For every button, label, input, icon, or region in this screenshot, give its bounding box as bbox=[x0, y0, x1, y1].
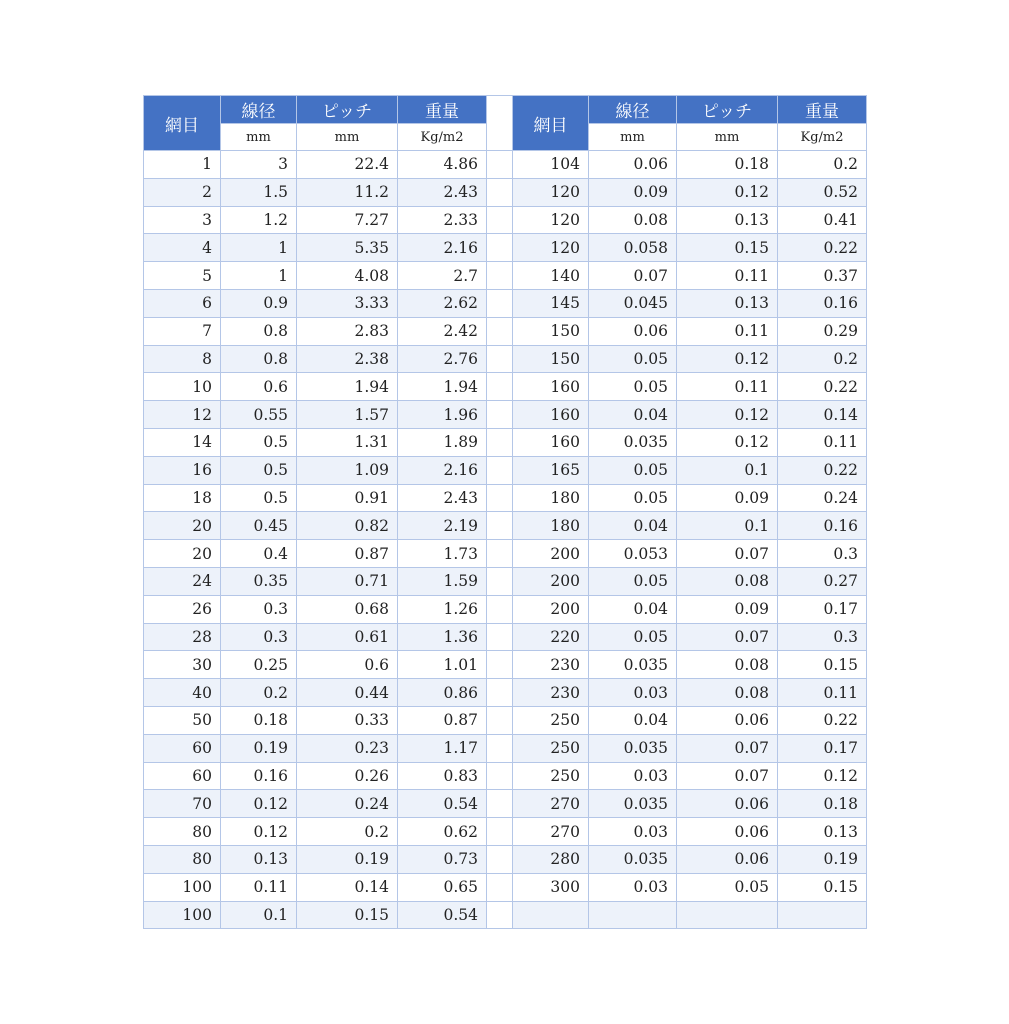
wire-cell: 0.035 bbox=[589, 845, 677, 873]
table-row bbox=[144, 762, 867, 790]
pitch-cell: 0.13 bbox=[677, 206, 778, 234]
pitch-cell: 0.82 bbox=[297, 512, 398, 540]
wire-cell: 0.035 bbox=[589, 428, 677, 456]
weight-cell: 0.62 bbox=[398, 818, 487, 846]
weight-cell: 0.14 bbox=[778, 401, 867, 429]
weight-cell: 0.11 bbox=[778, 679, 867, 707]
column-spacer bbox=[487, 734, 513, 762]
mesh-cell: 180 bbox=[513, 484, 589, 512]
wire-cell: 0.05 bbox=[589, 484, 677, 512]
pitch-cell: 2.83 bbox=[297, 317, 398, 345]
mesh-cell: 280 bbox=[513, 845, 589, 873]
pitch-cell: 0.15 bbox=[677, 234, 778, 262]
mesh-cell: 270 bbox=[513, 818, 589, 846]
wire-cell: 0.05 bbox=[589, 373, 677, 401]
table-row bbox=[144, 262, 867, 290]
pitch-cell: 0.06 bbox=[677, 845, 778, 873]
column-spacer bbox=[487, 873, 513, 901]
table-row bbox=[144, 289, 867, 317]
mesh-header-left: 網目 bbox=[144, 96, 221, 151]
mesh-cell: 30 bbox=[144, 651, 221, 679]
pitch-header-left: ピッチ bbox=[297, 96, 398, 124]
weight-cell: 0.19 bbox=[778, 845, 867, 873]
pitch-cell: 1.31 bbox=[297, 428, 398, 456]
mesh-cell: 70 bbox=[144, 790, 221, 818]
weight-cell: 0.87 bbox=[398, 706, 487, 734]
weight-cell: 0.18 bbox=[778, 790, 867, 818]
mesh-cell: 120 bbox=[513, 178, 589, 206]
mesh-cell: 50 bbox=[144, 706, 221, 734]
column-spacer bbox=[487, 262, 513, 290]
pitch-cell: 1.94 bbox=[297, 373, 398, 401]
wire-cell: 0.5 bbox=[221, 484, 297, 512]
pitch-cell: 0.71 bbox=[297, 567, 398, 595]
weight-cell: 1.17 bbox=[398, 734, 487, 762]
mesh-cell: 230 bbox=[513, 651, 589, 679]
weight-cell: 0.3 bbox=[778, 540, 867, 568]
pitch-cell: 2.38 bbox=[297, 345, 398, 373]
mesh-cell: 100 bbox=[144, 901, 221, 929]
wire-cell: 0.06 bbox=[589, 151, 677, 179]
column-spacer bbox=[487, 456, 513, 484]
weight-cell: 0.3 bbox=[778, 623, 867, 651]
column-spacer bbox=[487, 901, 513, 929]
weight-cell: 0.16 bbox=[778, 512, 867, 540]
table-row bbox=[144, 679, 867, 707]
mesh-cell: 24 bbox=[144, 567, 221, 595]
pitch-cell: 5.35 bbox=[297, 234, 398, 262]
wire-cell: 0.8 bbox=[221, 345, 297, 373]
pitch-cell: 0.2 bbox=[297, 818, 398, 846]
mesh-cell: 60 bbox=[144, 762, 221, 790]
wire-cell: 0.08 bbox=[589, 206, 677, 234]
weight-cell: 0.37 bbox=[778, 262, 867, 290]
weight-cell: 2.76 bbox=[398, 345, 487, 373]
column-spacer bbox=[487, 540, 513, 568]
wire-cell: 0.16 bbox=[221, 762, 297, 790]
weight-cell: 1.89 bbox=[398, 428, 487, 456]
weight-cell: 0.22 bbox=[778, 456, 867, 484]
weight-cell: 0.24 bbox=[778, 484, 867, 512]
weight-cell: 0.22 bbox=[778, 373, 867, 401]
wire-cell: 0.07 bbox=[589, 262, 677, 290]
column-spacer bbox=[487, 234, 513, 262]
mesh-cell: 300 bbox=[513, 873, 589, 901]
wire-cell: 0.035 bbox=[589, 734, 677, 762]
table-row bbox=[144, 706, 867, 734]
mesh-cell: 180 bbox=[513, 512, 589, 540]
table-row bbox=[144, 345, 867, 373]
wire-cell: 1.5 bbox=[221, 178, 297, 206]
pitch-cell: 7.27 bbox=[297, 206, 398, 234]
column-spacer bbox=[487, 706, 513, 734]
wire-cell: 0.3 bbox=[221, 623, 297, 651]
weight-cell: 2.16 bbox=[398, 456, 487, 484]
weight-cell: 1.96 bbox=[398, 401, 487, 429]
pitch-cell bbox=[677, 901, 778, 929]
mesh-cell: 120 bbox=[513, 206, 589, 234]
pitch-cell: 4.08 bbox=[297, 262, 398, 290]
table-row bbox=[144, 206, 867, 234]
wire-cell: 0.45 bbox=[221, 512, 297, 540]
wire-header-right: 線径 bbox=[589, 96, 677, 124]
pitch-cell: 0.06 bbox=[677, 706, 778, 734]
pitch-cell: 0.26 bbox=[297, 762, 398, 790]
weight-cell: 0.54 bbox=[398, 901, 487, 929]
weight-cell: 2.19 bbox=[398, 512, 487, 540]
weight-cell: 0.29 bbox=[778, 317, 867, 345]
pitch-cell: 0.06 bbox=[677, 790, 778, 818]
column-spacer bbox=[487, 845, 513, 873]
weight-cell: 1.73 bbox=[398, 540, 487, 568]
table-row bbox=[144, 428, 867, 456]
mesh-cell: 40 bbox=[144, 679, 221, 707]
weight-cell: 1.01 bbox=[398, 651, 487, 679]
pitch-cell: 0.09 bbox=[677, 484, 778, 512]
table-row bbox=[144, 401, 867, 429]
weight-cell: 2.33 bbox=[398, 206, 487, 234]
wire-cell: 0.12 bbox=[221, 790, 297, 818]
weight-cell: 1.94 bbox=[398, 373, 487, 401]
wire-cell: 0.04 bbox=[589, 706, 677, 734]
pitch-cell: 0.15 bbox=[297, 901, 398, 929]
wire-cell: 1 bbox=[221, 234, 297, 262]
pitch-cell: 0.12 bbox=[677, 178, 778, 206]
table-row bbox=[144, 734, 867, 762]
mesh-cell: 150 bbox=[513, 317, 589, 345]
pitch-cell: 0.09 bbox=[677, 595, 778, 623]
wire-cell: 0.6 bbox=[221, 373, 297, 401]
weight-unit-right: Kg/m2 bbox=[778, 124, 867, 151]
wire-cell: 1 bbox=[221, 262, 297, 290]
weight-cell: 0.16 bbox=[778, 289, 867, 317]
mesh-cell: 270 bbox=[513, 790, 589, 818]
mesh-cell: 160 bbox=[513, 373, 589, 401]
pitch-cell: 0.1 bbox=[677, 512, 778, 540]
wire-cell: 0.053 bbox=[589, 540, 677, 568]
mesh-cell: 250 bbox=[513, 734, 589, 762]
pitch-cell: 11.2 bbox=[297, 178, 398, 206]
mesh-cell: 220 bbox=[513, 623, 589, 651]
wire-cell: 0.18 bbox=[221, 706, 297, 734]
mesh-cell: 28 bbox=[144, 623, 221, 651]
wire-cell: 0.2 bbox=[221, 679, 297, 707]
table-row bbox=[144, 845, 867, 873]
column-spacer bbox=[487, 428, 513, 456]
weight-cell: 2.62 bbox=[398, 289, 487, 317]
wire-cell: 1.2 bbox=[221, 206, 297, 234]
weight-cell: 0.27 bbox=[778, 567, 867, 595]
wire-cell: 0.03 bbox=[589, 818, 677, 846]
mesh-cell: 18 bbox=[144, 484, 221, 512]
table-row bbox=[144, 901, 867, 929]
pitch-cell: 0.08 bbox=[677, 651, 778, 679]
weight-cell: 0.17 bbox=[778, 595, 867, 623]
wire-cell: 0.05 bbox=[589, 623, 677, 651]
table-row bbox=[144, 623, 867, 651]
wire-cell: 0.5 bbox=[221, 428, 297, 456]
weight-cell bbox=[778, 901, 867, 929]
wire-cell: 0.03 bbox=[589, 679, 677, 707]
pitch-cell: 0.1 bbox=[677, 456, 778, 484]
weight-cell: 0.54 bbox=[398, 790, 487, 818]
wire-cell: 0.13 bbox=[221, 845, 297, 873]
column-spacer bbox=[487, 762, 513, 790]
column-spacer bbox=[487, 679, 513, 707]
wire-cell bbox=[589, 901, 677, 929]
wire-cell: 0.058 bbox=[589, 234, 677, 262]
wire-cell: 0.05 bbox=[589, 456, 677, 484]
mesh-cell: 150 bbox=[513, 345, 589, 373]
column-spacer bbox=[487, 567, 513, 595]
column-spacer bbox=[487, 623, 513, 651]
wire-cell: 0.03 bbox=[589, 762, 677, 790]
mesh-cell: 140 bbox=[513, 262, 589, 290]
wire-cell: 0.035 bbox=[589, 651, 677, 679]
pitch-cell: 1.09 bbox=[297, 456, 398, 484]
weight-cell: 2.42 bbox=[398, 317, 487, 345]
weight-cell: 1.59 bbox=[398, 567, 487, 595]
table-row bbox=[144, 373, 867, 401]
table-row bbox=[144, 790, 867, 818]
table-body bbox=[144, 151, 867, 929]
mesh-cell: 4 bbox=[144, 234, 221, 262]
mesh-spec-table bbox=[143, 95, 867, 929]
pitch-cell: 0.87 bbox=[297, 540, 398, 568]
wire-cell: 0.8 bbox=[221, 317, 297, 345]
mesh-cell: 14 bbox=[144, 428, 221, 456]
pitch-unit-left: mm bbox=[297, 124, 398, 151]
pitch-cell: 1.57 bbox=[297, 401, 398, 429]
mesh-cell: 145 bbox=[513, 289, 589, 317]
mesh-cell: 20 bbox=[144, 540, 221, 568]
column-spacer bbox=[487, 96, 513, 151]
wire-cell: 0.05 bbox=[589, 567, 677, 595]
weight-cell: 0.22 bbox=[778, 706, 867, 734]
pitch-cell: 0.68 bbox=[297, 595, 398, 623]
pitch-cell: 0.61 bbox=[297, 623, 398, 651]
mesh-cell: 80 bbox=[144, 818, 221, 846]
wire-cell: 0.19 bbox=[221, 734, 297, 762]
weight-cell: 0.52 bbox=[778, 178, 867, 206]
column-spacer bbox=[487, 151, 513, 179]
column-spacer bbox=[487, 790, 513, 818]
mesh-cell: 250 bbox=[513, 706, 589, 734]
pitch-unit-right: mm bbox=[677, 124, 778, 151]
weight-header-right: 重量 bbox=[778, 96, 867, 124]
column-spacer bbox=[487, 373, 513, 401]
weight-cell: 0.73 bbox=[398, 845, 487, 873]
pitch-cell: 0.07 bbox=[677, 540, 778, 568]
wire-cell: 0.1 bbox=[221, 901, 297, 929]
weight-cell: 1.26 bbox=[398, 595, 487, 623]
weight-cell: 0.2 bbox=[778, 345, 867, 373]
weight-unit-left: Kg/m2 bbox=[398, 124, 487, 151]
pitch-cell: 0.12 bbox=[677, 345, 778, 373]
weight-cell: 2.43 bbox=[398, 178, 487, 206]
mesh-cell: 16 bbox=[144, 456, 221, 484]
pitch-cell: 0.33 bbox=[297, 706, 398, 734]
mesh-cell: 7 bbox=[144, 317, 221, 345]
pitch-cell: 0.12 bbox=[677, 428, 778, 456]
pitch-cell: 0.11 bbox=[677, 373, 778, 401]
wire-cell: 0.03 bbox=[589, 873, 677, 901]
wire-cell: 0.9 bbox=[221, 289, 297, 317]
weight-header-left: 重量 bbox=[398, 96, 487, 124]
table-row bbox=[144, 151, 867, 179]
pitch-cell: 0.07 bbox=[677, 623, 778, 651]
wire-cell: 0.3 bbox=[221, 595, 297, 623]
wire-cell: 0.4 bbox=[221, 540, 297, 568]
mesh-header-right: 網目 bbox=[513, 96, 589, 151]
mesh-cell: 80 bbox=[144, 845, 221, 873]
mesh-cell: 2 bbox=[144, 178, 221, 206]
pitch-cell: 0.18 bbox=[677, 151, 778, 179]
mesh-cell: 3 bbox=[144, 206, 221, 234]
weight-cell: 0.12 bbox=[778, 762, 867, 790]
wire-cell: 0.09 bbox=[589, 178, 677, 206]
pitch-cell: 0.24 bbox=[297, 790, 398, 818]
mesh-cell: 160 bbox=[513, 401, 589, 429]
wire-cell: 0.04 bbox=[589, 512, 677, 540]
column-spacer bbox=[487, 651, 513, 679]
wire-cell: 0.05 bbox=[589, 345, 677, 373]
pitch-cell: 0.44 bbox=[297, 679, 398, 707]
weight-cell: 0.86 bbox=[398, 679, 487, 707]
pitch-cell: 0.06 bbox=[677, 818, 778, 846]
weight-cell: 0.65 bbox=[398, 873, 487, 901]
wire-cell: 0.25 bbox=[221, 651, 297, 679]
weight-cell: 4.86 bbox=[398, 151, 487, 179]
pitch-cell: 0.07 bbox=[677, 762, 778, 790]
pitch-cell: 0.07 bbox=[677, 734, 778, 762]
wire-cell: 0.5 bbox=[221, 456, 297, 484]
weight-cell: 0.13 bbox=[778, 818, 867, 846]
weight-cell: 1.36 bbox=[398, 623, 487, 651]
pitch-cell: 0.12 bbox=[677, 401, 778, 429]
column-spacer bbox=[487, 512, 513, 540]
weight-cell: 2.16 bbox=[398, 234, 487, 262]
weight-cell: 0.15 bbox=[778, 873, 867, 901]
mesh-cell bbox=[513, 901, 589, 929]
pitch-cell: 0.11 bbox=[677, 262, 778, 290]
pitch-cell: 22.4 bbox=[297, 151, 398, 179]
pitch-cell: 0.08 bbox=[677, 679, 778, 707]
table-row bbox=[144, 512, 867, 540]
table-row bbox=[144, 651, 867, 679]
wire-cell: 0.04 bbox=[589, 401, 677, 429]
wire-cell: 0.55 bbox=[221, 401, 297, 429]
table-row bbox=[144, 234, 867, 262]
mesh-cell: 230 bbox=[513, 679, 589, 707]
wire-cell: 0.04 bbox=[589, 595, 677, 623]
column-spacer bbox=[487, 345, 513, 373]
weight-cell: 0.17 bbox=[778, 734, 867, 762]
wire-header-left: 線径 bbox=[221, 96, 297, 124]
wire-cell: 0.035 bbox=[589, 790, 677, 818]
wire-unit-left: mm bbox=[221, 124, 297, 151]
table-row bbox=[144, 873, 867, 901]
mesh-cell: 250 bbox=[513, 762, 589, 790]
pitch-cell: 0.91 bbox=[297, 484, 398, 512]
column-spacer bbox=[487, 818, 513, 846]
wire-cell: 0.11 bbox=[221, 873, 297, 901]
column-spacer bbox=[487, 289, 513, 317]
weight-cell: 0.83 bbox=[398, 762, 487, 790]
table-row bbox=[144, 595, 867, 623]
mesh-cell: 26 bbox=[144, 595, 221, 623]
pitch-cell: 0.08 bbox=[677, 567, 778, 595]
weight-cell: 0.41 bbox=[778, 206, 867, 234]
table-row bbox=[144, 317, 867, 345]
pitch-cell: 3.33 bbox=[297, 289, 398, 317]
column-spacer bbox=[487, 317, 513, 345]
pitch-cell: 0.05 bbox=[677, 873, 778, 901]
weight-cell: 2.7 bbox=[398, 262, 487, 290]
table-row bbox=[144, 484, 867, 512]
mesh-cell: 200 bbox=[513, 567, 589, 595]
weight-cell: 0.11 bbox=[778, 428, 867, 456]
pitch-cell: 0.13 bbox=[677, 289, 778, 317]
mesh-cell: 20 bbox=[144, 512, 221, 540]
table-row bbox=[144, 540, 867, 568]
mesh-cell: 165 bbox=[513, 456, 589, 484]
column-spacer bbox=[487, 484, 513, 512]
column-spacer bbox=[487, 595, 513, 623]
mesh-cell: 5 bbox=[144, 262, 221, 290]
mesh-cell: 60 bbox=[144, 734, 221, 762]
weight-cell: 0.22 bbox=[778, 234, 867, 262]
weight-cell: 0.2 bbox=[778, 151, 867, 179]
pitch-cell: 0.6 bbox=[297, 651, 398, 679]
pitch-cell: 0.19 bbox=[297, 845, 398, 873]
pitch-cell: 0.11 bbox=[677, 317, 778, 345]
mesh-cell: 8 bbox=[144, 345, 221, 373]
table-row bbox=[144, 567, 867, 595]
weight-cell: 2.43 bbox=[398, 484, 487, 512]
mesh-cell: 10 bbox=[144, 373, 221, 401]
pitch-cell: 0.14 bbox=[297, 873, 398, 901]
wire-cell: 0.12 bbox=[221, 818, 297, 846]
wire-cell: 0.35 bbox=[221, 567, 297, 595]
mesh-cell: 6 bbox=[144, 289, 221, 317]
mesh-cell: 200 bbox=[513, 595, 589, 623]
wire-cell: 3 bbox=[221, 151, 297, 179]
mesh-cell: 160 bbox=[513, 428, 589, 456]
table-row bbox=[144, 456, 867, 484]
weight-cell: 0.15 bbox=[778, 651, 867, 679]
mesh-cell: 104 bbox=[513, 151, 589, 179]
table-row bbox=[144, 818, 867, 846]
mesh-cell: 100 bbox=[144, 873, 221, 901]
mesh-cell: 120 bbox=[513, 234, 589, 262]
column-spacer bbox=[487, 178, 513, 206]
table-row bbox=[144, 178, 867, 206]
wire-cell: 0.06 bbox=[589, 317, 677, 345]
column-spacer bbox=[487, 401, 513, 429]
pitch-header-right: ピッチ bbox=[677, 96, 778, 124]
column-spacer bbox=[487, 206, 513, 234]
mesh-cell: 12 bbox=[144, 401, 221, 429]
wire-unit-right: mm bbox=[589, 124, 677, 151]
mesh-cell: 1 bbox=[144, 151, 221, 179]
mesh-cell: 200 bbox=[513, 540, 589, 568]
wire-cell: 0.045 bbox=[589, 289, 677, 317]
pitch-cell: 0.23 bbox=[297, 734, 398, 762]
